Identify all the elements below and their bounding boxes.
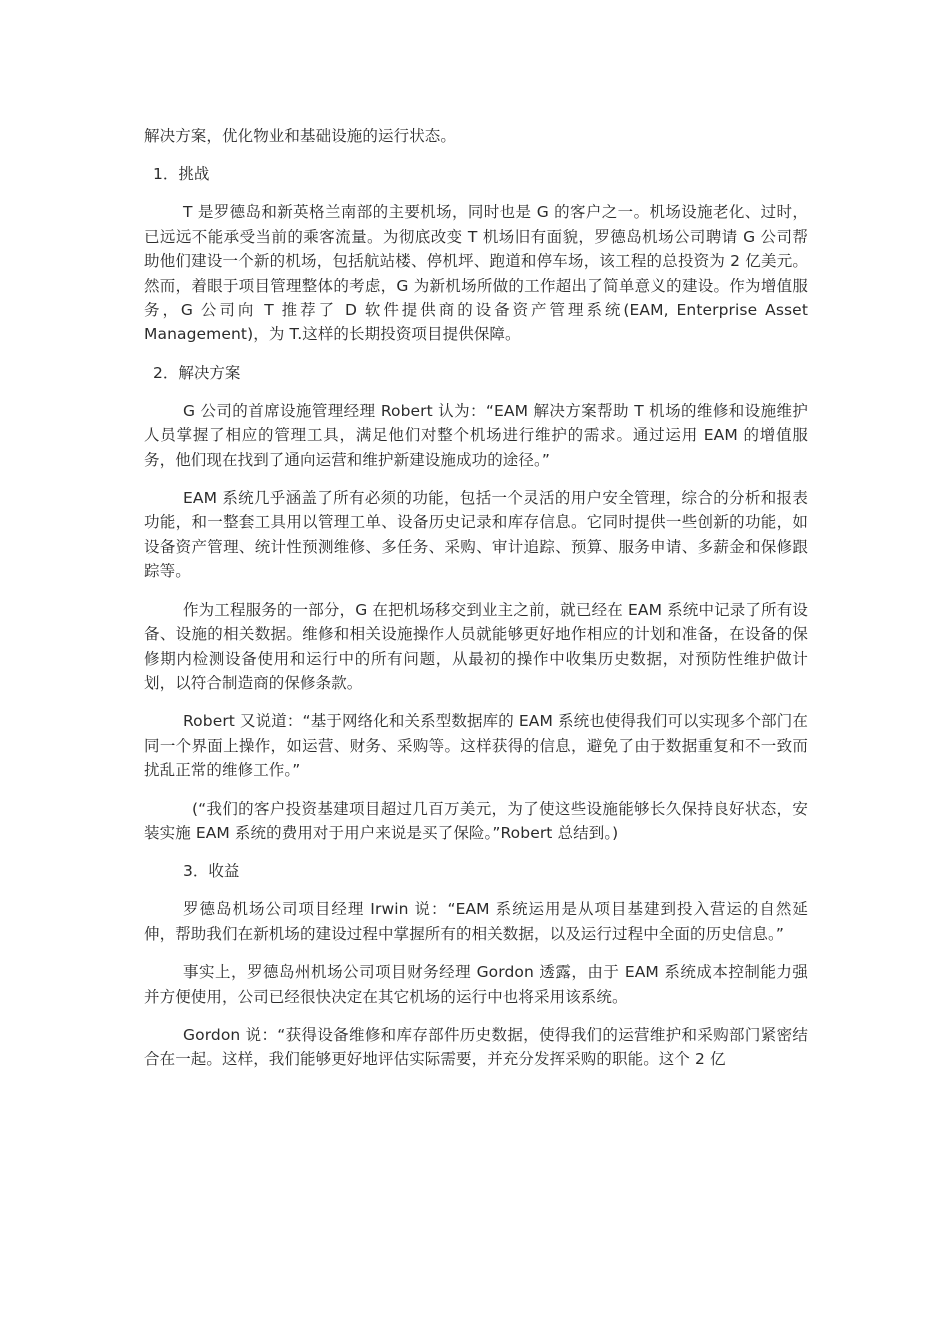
solution-paragraph-robert-quote: G 公司的首席设施管理经理 Robert 认为：“EAM 解决方案帮助 T 机场的维修和设施维护人员掌握了相应的管理工具，满足他们对整个机场进行维护的需求。通过运用 EAM 的增值服务，他们现在找到了通向运营和维护新建设施成功的途径。”: [144, 401, 808, 469]
solution-paragraph-robert-summary: (“我们的客户投资基建项目超过几百万美元，为了使这些设施能够长久保持良好状态，安装实施 EAM 系统的费用对于用户来说是买了保险。”Robert 总结到。): [144, 799, 808, 842]
section-heading-benefits: 3．收益: [183, 862, 240, 881]
solution-paragraph-robert-database: Robert 又说道：“基于网络化和关系型数据库的 EAM 系统也使得我们可以实现多个部门在同一个界面上操作，如运营、财务、采购等。这样获得的信息，避免了由于数据重复和不一致而扰乱正常的维修工作。”: [144, 712, 808, 780]
intro-paragraph: 解决方案，优化物业和基础设施的运行状态。: [144, 127, 457, 145]
solution-paragraph-engineering-service: 作为工程服务的一部分，G 在把机场移交到业主之前，就已经在 EAM 系统中记录了所有设备、设施的相关数据。维修和相关设施操作人员就能够更好地作相应的计划和准备，在设备的保修期内检测设备使用和运行中的所有问题，从最初的操作中收集历史数据，对预防性维护做计划，以符合制造商的保修条款。: [144, 600, 808, 692]
benefits-paragraph-gordon-quote: Gordon 说：“获得设备维修和库存部件历史数据，使得我们的运营维护和采购部门紧密结合在一起。这样，我们能够更好地评估实际需要，并充分发挥采购的职能。这个 2 亿: [144, 1025, 808, 1069]
benefits-paragraph-gordon-reveal: 事实上，罗德岛州机场公司项目财务经理 Gordon 透露，由于 EAM 系统成本控制能力强并方便使用，公司已经很快决定在其它机场的运行中也将采用该系统。: [144, 963, 808, 1006]
section-heading-solution: 2．解决方案: [153, 363, 241, 382]
document-body: [144, 124, 808, 1086]
challenge-paragraph: T 是罗德岛和新英格兰南部的主要机场，同时也是 G 的客户之一。机场设施老化、过时，已远远不能承受当前的乘客流量。为彻底改变 T 机场旧有面貌，罗德岛机场公司聘请 G 公司帮助他们建设一个新的机场，包括航站楼、停机坪、跑道和停车场，该工程的总投资为 2 亿美元。然而，着眼于项目管理整体的考虑，G 为新机场所做的工作超出了简单意义的建设。作为增值服务，G 公司向 T 推荐了 D 软件提供商的设备资产管理系统(EAM, Enterprise Asset Management)，为 T.这样的长期投资项目提供保障。: [144, 203, 808, 344]
solution-paragraph-eam-features: EAM 系统几乎涵盖了所有必须的功能，包括一个灵活的用户安全管理，综合的分析和报表功能，和一整套工具用以管理工单、设备历史记录和库存信息。它同时提供一些创新的功能，如设备资产管理、统计性预测维修、多任务、采购、审计追踪、预算、服务申请、多薪金和保修跟踪等。: [144, 489, 808, 581]
section-heading-challenge: 1．挑战: [153, 165, 210, 184]
benefits-paragraph-irwin: 罗德岛机场公司项目经理 Irwin 说：“EAM 系统运用是从项目基建到投入营运的自然延伸，帮助我们在新机场的建设过程中掌握所有的相关数据，以及运行过程中全面的历史信息。”: [144, 900, 808, 943]
